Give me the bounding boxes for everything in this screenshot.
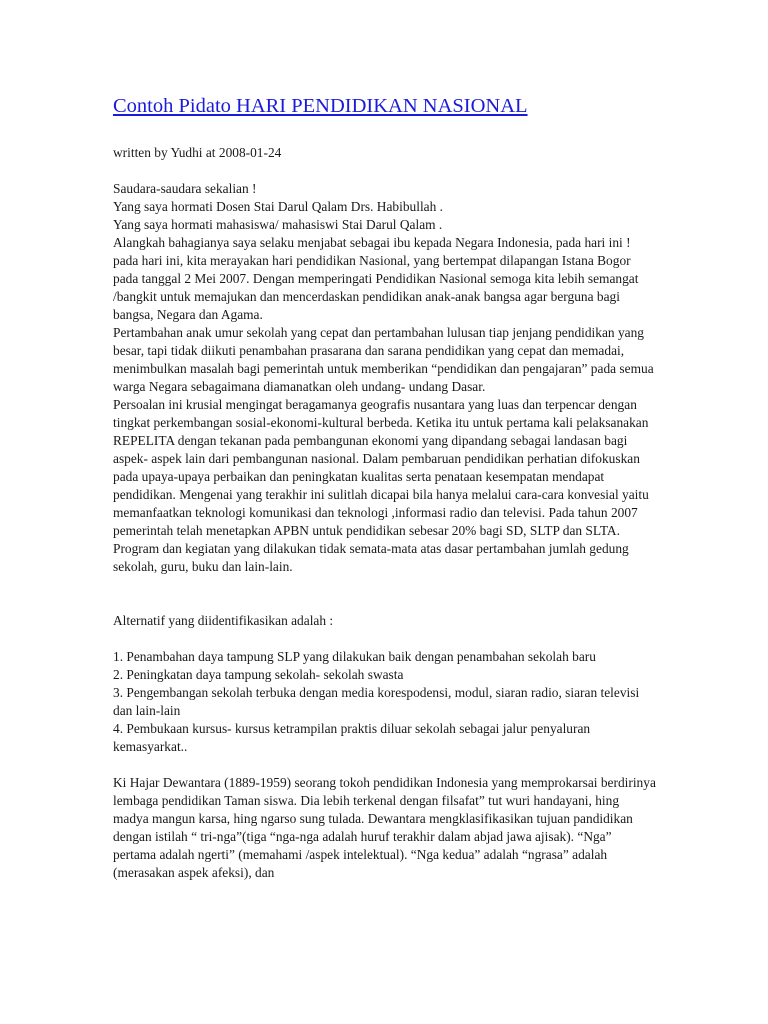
article-body: [113, 180, 658, 882]
body-paragraph: Persoalan ini krusial mengingat beragamanya geografis nusantara yang luas dan terpencar dengan tingkat perkembangan sosial-ekonomi-kultural berbeda. Ketika itu untuk pertama kali pelaksanakan REPELITA dengan tekanan pada pembangunan ekonomi yang dipandang sebagai landasan bagi aspek- aspek lain dari pembangunan nasional. Dalam pembaruan pendidikan perhatian difokuskan pada upaya-upaya perbaikan dan peningkatan kualitas serta penataan kesempatan mendapat pendidikan. Mengenai yang terakhir ini sulitlah dicapai bila hanya melalui cara-cara konvesial yaitu memanfaatkan teknologi komunikasi dan teknologi ,informasi radio dan televisi. Pada tahun 2007 pemerintah telah menetapkan APBN untuk pendidikan sebesar 20% bagi SD, SLTP dan SLTA. Program dan kegiatan yang dilakukan tidak semata-mata atas dasar pertambahan jumlah gedung sekolah, guru, buku dan lain-lain.: [113, 396, 649, 574]
body-paragraph: Pertambahan anak umur sekolah yang cepat dan pertambahan lulusan tiap jenjang pendidikan yang besar, tapi tidak diikuti penambahan prasarana dan sarana pendidikan yang cepat dan memadai, menimbulkan masalah bagi pemerintah untuk memberikan “pendidikan dan pengajaran” pada semua warga Negara sebagaimana diamanatkan oleh undang- undang Dasar.: [113, 324, 654, 394]
list-item: 1. Penambahan daya tampung SLP yang dilakukan baik dengan penambahan sekolah baru: [113, 648, 596, 664]
list-item: 3. Pengembangan sekolah terbuka dengan media korespodensi, modul, siaran radio, siaran televisi dan lain-lain: [113, 684, 640, 718]
body-paragraph: Alangkah bahagianya saya selaku menjabat sebagai ibu kepada Negara Indonesia, pada hari ini ! pada hari ini, kita merayakan hari pendidikan Nasional, yang bertempat dilapangan Istana Bogor pada tanggal 2 Mei 2007. Dengan memperingati Pendidikan Nasional semoga kita lebih semangat /bangkit untuk memajukan dan mencerdaskan pendidikan anak-anak bangsa agar berguna bagi bangsa, Negara dan Agama.: [113, 234, 639, 322]
spacer: [113, 756, 658, 774]
byline: written by Yudhi at 2008-01-24: [113, 144, 282, 160]
spacer: [113, 576, 658, 612]
list-item: 2. Peningkatan daya tampung sekolah- sekolah swasta: [113, 666, 404, 682]
document-page: [113, 94, 658, 882]
greeting-line: Yang saya hormati mahasiswa/ mahasiswi Stai Darul Qalam .: [113, 216, 443, 232]
alternatives-list: [113, 648, 658, 756]
alternatives-intro: Alternatif yang diidentifikasikan adalah :: [113, 612, 334, 628]
greeting-line: Saudara-saudara sekalian !: [113, 180, 257, 196]
body-paragraph: Ki Hajar Dewantara (1889-1959) seorang tokoh pendidikan Indonesia yang memprokarsai berdirinya lembaga pendidikan Taman siswa. Dia lebih terkenal dengan filsafat” tut wuri handayani, hing madya mangun karsa, hing ngarso sung tulada. Dewantara mengklasifikasikan tujuan pandidikan dengan istilah “ tri-nga”(tiga “nga-nga adalah huruf terakhir dalam abjad jawa ajisak). “Nga” pertama adalah ngerti” (memahami /aspek intelektual). “Nga kedua” adalah “ngrasa” adalah (merasakan aspek afeksi), dan: [113, 774, 656, 880]
spacer: [113, 630, 658, 648]
list-item: 4. Pembukaan kursus- kursus ketrampilan praktis diluar sekolah sebagai jalur penyaluran kemasyarkat..: [113, 720, 591, 754]
greeting-line: Yang saya hormati Dosen Stai Darul Qalam Drs. Habibullah .: [113, 198, 443, 214]
article-title-link[interactable]: Contoh Pidato HARI PENDIDIKAN NASIONAL: [113, 95, 528, 117]
